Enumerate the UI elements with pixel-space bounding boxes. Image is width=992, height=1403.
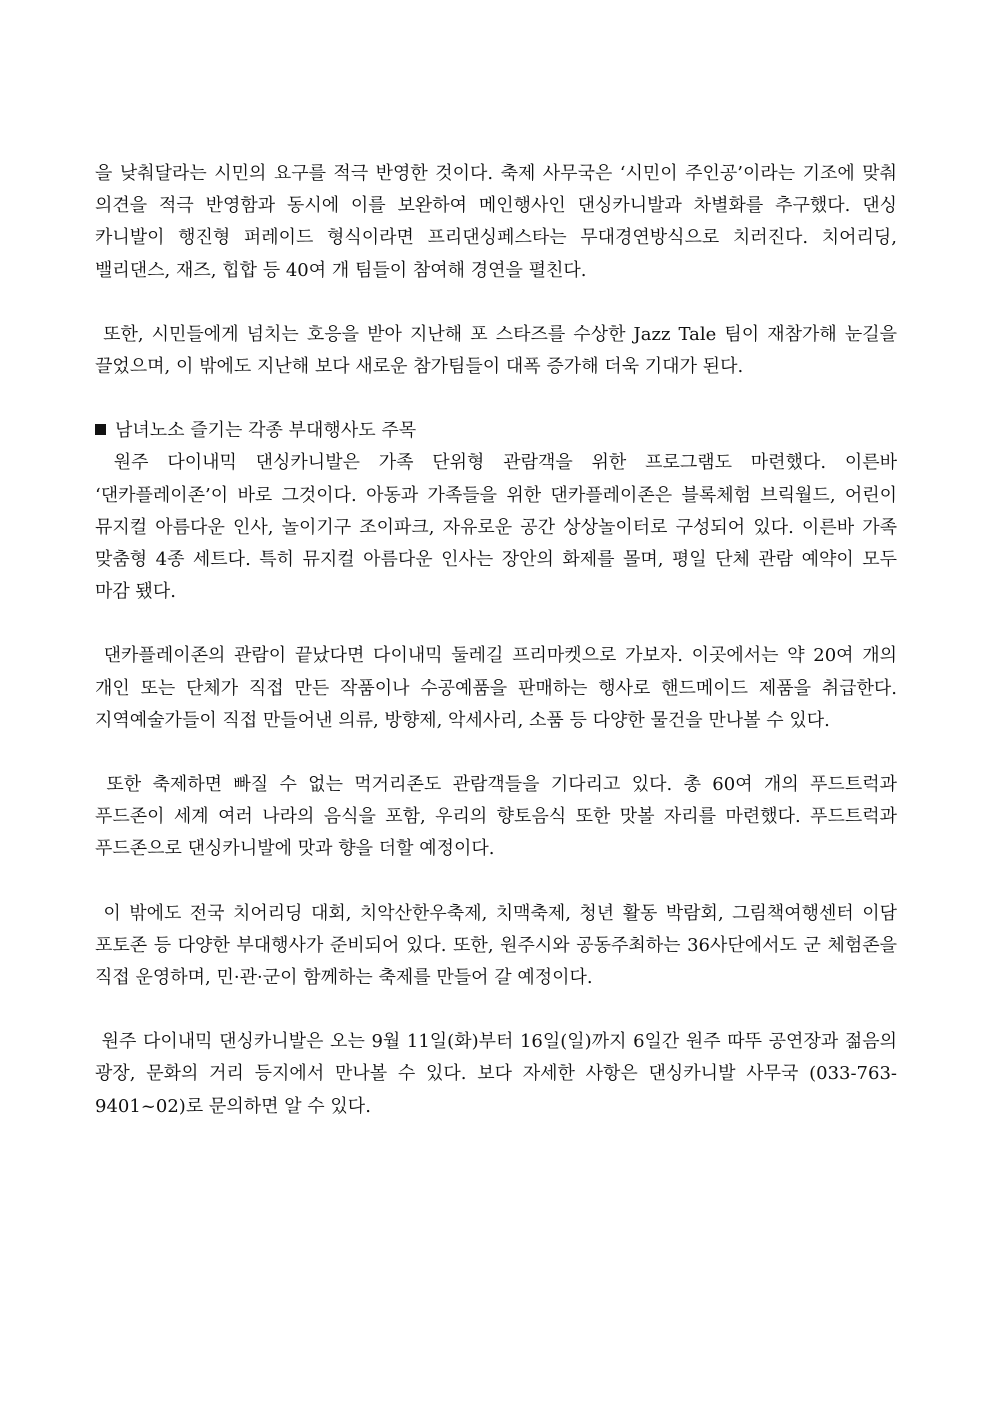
paragraph-dance-play-zone: 원주 다이내믹 댄싱카니발은 가족 단위형 관람객을 위한 프로그램도 마련했다. 이른바 ‘댄카플레이존’이 바로 그것이다. 아동과 가족들을 위한 댄카플레이존은 블록체험 브릭월드, 어린이 뮤지컬 아름다운 인사, 놀이기구 조이파크, 자유로운 공간 상상놀이터로 구성되어 있다. 이른바 가족 맞춤형 4종 세트다. 특히 뮤지컬 아름다운 인사는 장안의 화제를 몰며, 평일 단체 관람 예약이 모두 마감 됐다. xyxy=(95,452,897,603)
paragraph-spacer xyxy=(95,866,897,898)
document-body xyxy=(95,158,897,1123)
paragraph-flea-market: 댄카플레이존의 관람이 끝났다면 다이내믹 둘레길 프리마켓으로 가보자. 이곳에서는 약 20여 개의 개인 또는 단체가 직접 만든 작품이나 수공예품을 판매하는 행사로 핸드메이드 제품을 취급한다. 지역예술가들이 직접 만들어낸 의류, 방향제, 악세사리, 소품 등 다양한 물건을 만나볼 수 있다. xyxy=(95,645,897,731)
paragraph-jazz-tale: 또한, 시민들에게 넘치는 호응을 받아 지난해 포 스타즈를 수상한 Jazz Tale 팀이 재참가해 눈길을 끌었으며, 이 밖에도 지난해 보다 새로운 참가팀들이 대폭 증가해 더욱 기대가 된다. xyxy=(95,323,897,378)
paragraph-spacer xyxy=(95,383,897,415)
square-bullet-icon xyxy=(95,424,106,435)
paragraph-spacer xyxy=(95,287,897,319)
paragraph-free-dancing-festa: 을 낮춰달라는 시민의 요구를 적극 반영한 것이다. 축제 사무국은 ‘시민이 주인공’이라는 기조에 맞춰 의견을 적극 반영함과 동시에 이를 보완하여 메인행사인 댄싱카니발과 차별화를 추구했다. 댄싱 카니발이 행진형 퍼레이드 형식이라면 프리댄싱페스타는 무대경연방식으로 치러진다. 치어리딩, 밸리댄스, 재즈, 힙합 등 40여 개 팀들이 참여해 경연을 펼친다. xyxy=(95,163,897,281)
paragraph-side-events: 이 밖에도 전국 치어리딩 대회, 치악산한우축제, 치맥축제, 청년 활동 박람회, 그림책여행센터 이담 포토존 등 다양한 부대행사가 준비되어 있다. 또한, 원주시와 공동주최하는 36사단에서도 군 체험존을 직접 운영하며, 민·관·군이 함께하는 축제를 만들어 갈 예정이다. xyxy=(95,902,897,989)
section-heading-text: 남녀노소 즐기는 각종 부대행사도 주목 xyxy=(115,420,417,442)
paragraph-spacer xyxy=(95,994,897,1026)
section-heading xyxy=(95,415,897,447)
paragraph-food-zone: 또한 축제하면 빠질 수 없는 먹거리존도 관람객들을 기다리고 있다. 총 60여 개의 푸드트럭과 푸드존이 세계 여러 나라의 음식을 포함, 우리의 향토음식 또한 맛볼 자리를 마련했다. 푸드트럭과 푸드존으로 댄싱카니발에 맛과 향을 더할 예정이다. xyxy=(95,774,897,860)
paragraph-spacer xyxy=(95,737,897,769)
paragraph-schedule-contact: 원주 다이내믹 댄싱카니발은 오는 9월 11일(화)부터 16일(일)까지 6일간 원주 따뚜 공연장과 젊음의 광장, 문화의 거리 등지에서 만나볼 수 있다. 보다 자세한 사항은 댄싱카니발 사무국 (033-763-9401~02)로 문의하면 알 수 있다. xyxy=(95,1031,897,1117)
paragraph-spacer xyxy=(95,608,897,640)
